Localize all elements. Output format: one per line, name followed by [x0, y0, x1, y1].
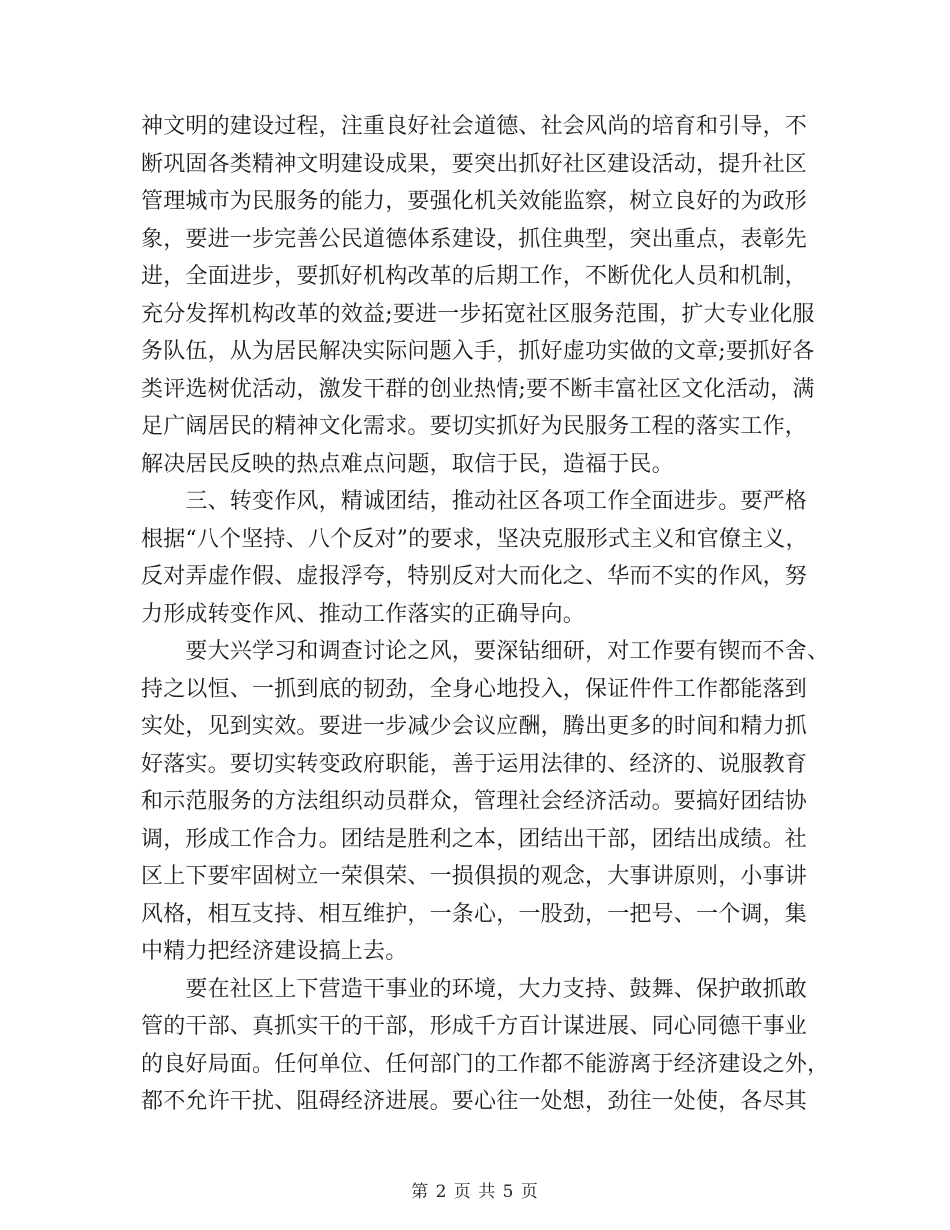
text-line: 好落实。要切实转变政府职能，善于运用法律的、经济的、说服教育	[141, 751, 808, 777]
text-line: 和示范服务的方法组织动员群众，管理社会经济活动。要搞好团结协	[141, 789, 808, 814]
text-line: 实处，见到实效。要进一步减少会议应酬，腾出更多的时间和精力抓	[141, 714, 808, 739]
page-footer: 第 2 页 共 5 页	[411, 1182, 539, 1202]
text-line: 神文明的建设过程，注重良好社会道德、社会风尚的培育和引导，不	[141, 114, 808, 139]
text-line: 持之以恒、一抓到底的韧劲，全身心地投入，保证件件工作都能落到	[141, 676, 808, 702]
text-line: 区上下要牢固树立一荣俱荣、一损俱损的观念，大事讲原则，小事讲	[141, 864, 808, 889]
text-line: 管理城市为民服务的能力，要强化机关效能监察，树立良好的为政形	[141, 189, 808, 214]
text-line: 解决居民反映的热点难点问题，取信于民，造福于民。	[141, 451, 674, 477]
text-line: 调，形成工作合力。团结是胜利之本，团结出干部，团结出成绩。社	[141, 826, 808, 852]
body-text	[141, 108, 830, 1121]
text-line: 要在社区上下营造干事业的环境，大力支持、鼓舞、保护敢抓敢	[141, 976, 808, 1002]
text-line: 反对弄虚作假、虚报浮夸，特别反对大而化之、华而不实的作风，努	[141, 564, 808, 589]
text-line: 根据“八个坚持、八个反对”的要求，坚决克服形式主义和官僚主义，	[141, 526, 808, 552]
text-line: 类评选树优活动，激发干群的创业热情;要不断丰富社区文化活动，满	[141, 376, 815, 402]
text-line: 三、转变作风，精诚团结，推动社区各项工作全面进步。要严格	[141, 489, 808, 514]
text-line: 中精力把经济建设搞上去。	[141, 939, 408, 964]
text-line: 管的干部、真抓实干的干部，形成千方百计谋进展、同心同德干事业	[141, 1014, 808, 1039]
text-line: 断巩固各类精神文明建设成果，要突出抓好社区建设活动，提升社区	[141, 151, 808, 177]
text-line: 象，要进一步完善公民道德体系建设，抓住典型，突出重点，表彰先	[141, 226, 808, 252]
text-line: 都不允许干扰、阻碍经济进展。要心往一处想，劲往一处使，各尽其	[141, 1089, 808, 1114]
text-line: 足广阔居民的精神文化需求。要切实抓好为民服务工程的落实工作，	[141, 414, 808, 439]
text-line: 的良好局面。任何单位、任何部门的工作都不能游离于经济建设之外，	[141, 1051, 830, 1077]
text-line: 务队伍，从为居民解决实际问题入手，抓好虚功实做的文章;要抓好各	[141, 339, 815, 364]
text-line: 风格，相互支持、相互维护，一条心，一股劲，一把号、一个调，集	[141, 901, 808, 927]
text-line: 要大兴学习和调查讨论之风，要深钻细研，对工作要有锲而不舍、	[141, 639, 830, 664]
text-line: 力形成转变作风、推动工作落实的正确导向。	[141, 601, 586, 627]
text-line: 进，全面进步，要抓好机构改革的后期工作，不断优化人员和机制，	[141, 264, 808, 289]
text-line: 充分发挥机构改革的效益;要进一步拓宽社区服务范围，扩大专业化服	[141, 301, 815, 327]
